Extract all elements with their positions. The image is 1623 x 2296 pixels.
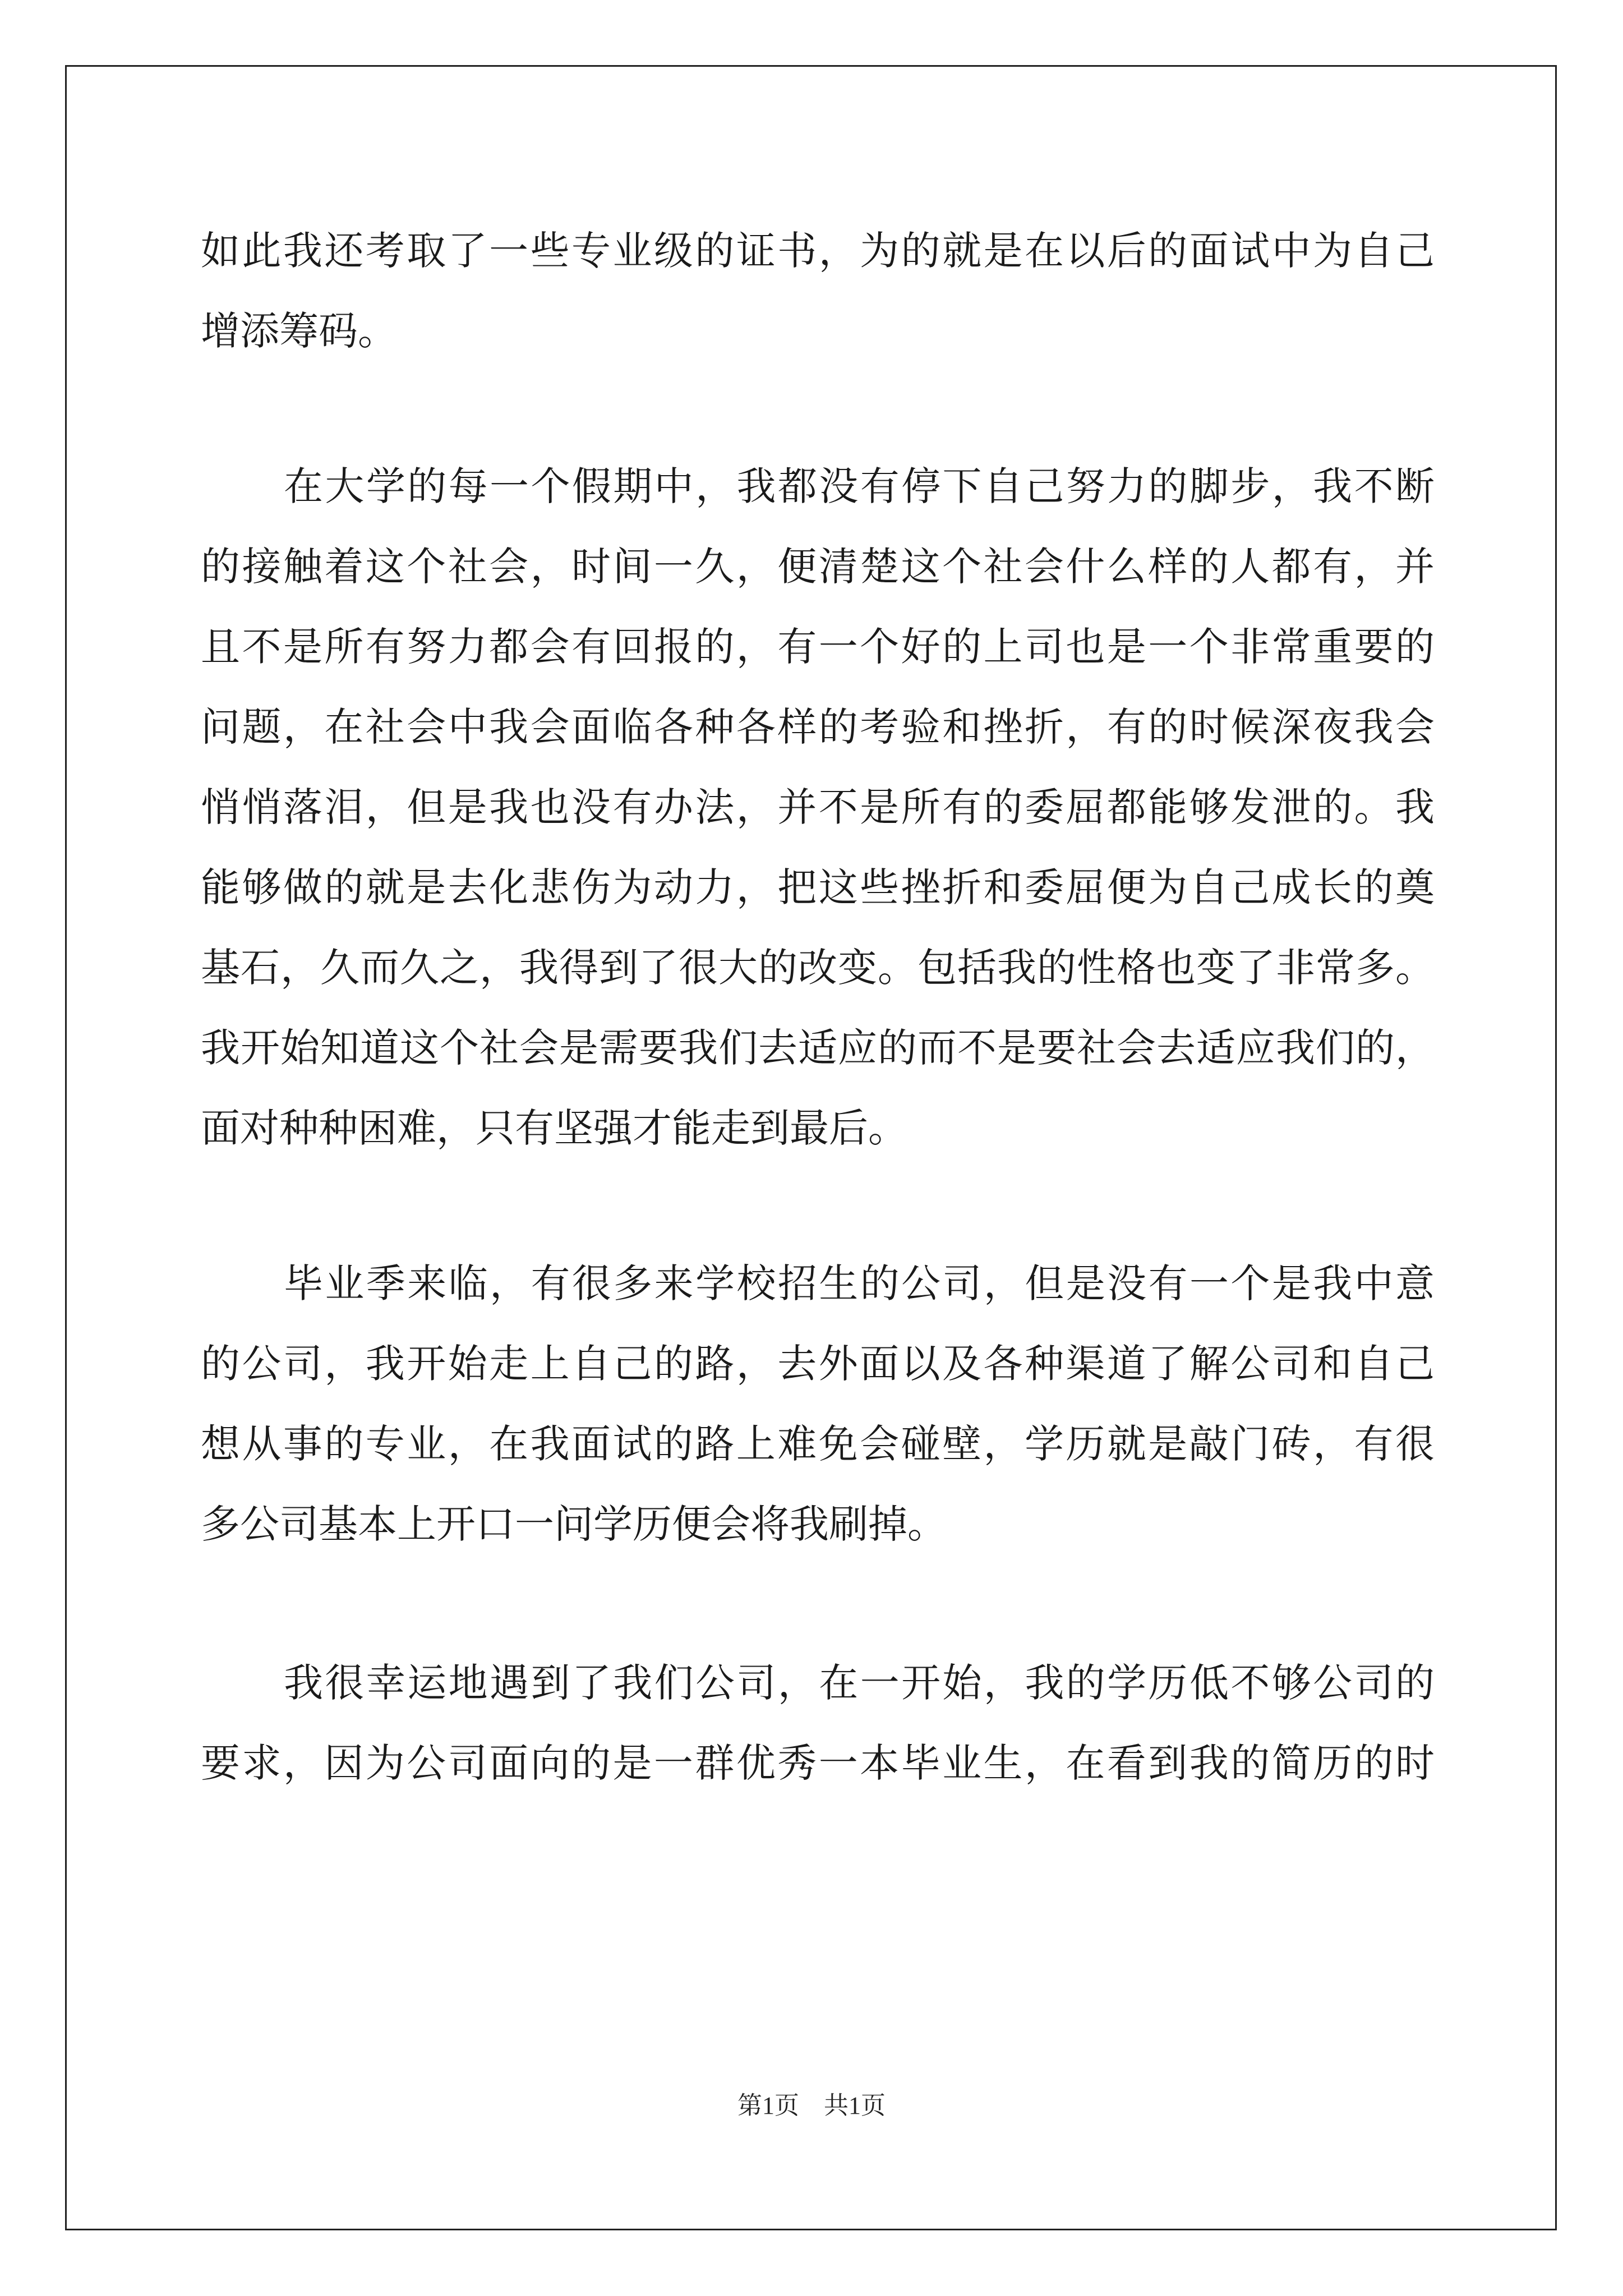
text-line: 我开始知道这个社会是需要我们去适应的而不是要社会去适应我们的， xyxy=(201,1025,1435,1071)
page-footer xyxy=(0,2089,1623,2123)
text-line: 想从事的专业，在我面试的路上难免会碰壁，学历就是敲门砖，有很 xyxy=(201,1421,1435,1467)
text-line: 问题，在社会中我会面临各种各样的考验和挫折，有的时候深夜我会 xyxy=(201,704,1435,750)
text-line: 的接触着这个社会，时间一久，便清楚这个社会什么样的人都有，并 xyxy=(201,544,1435,590)
document-body xyxy=(201,211,1435,1803)
paragraph-first-line: 在大学的每一个假期中，我都没有停下自己努力的脚步，我不断 xyxy=(284,463,1435,509)
page-number: 第1页 xyxy=(737,2092,799,2119)
text-line: 基石，久而久之，我得到了很大的改变。包括我的性格也变了非常多。 xyxy=(201,945,1435,991)
text-line: 悄悄落泪，但是我也没有办法，并不是所有的委屈都能够发泄的。我 xyxy=(201,784,1435,830)
text-line: 增添筹码。 xyxy=(201,308,397,354)
text-line: 面对种种困难，只有坚强才能走到最后。 xyxy=(201,1105,907,1151)
paragraph-first-line: 我很幸运地遇到了我们公司，在一开始，我的学历低不够公司的 xyxy=(284,1660,1435,1706)
text-line: 多公司基本上开口一问学历便会将我刷掉。 xyxy=(201,1501,947,1547)
paragraph-first-line: 毕业季来临，有很多来学校招生的公司，但是没有一个是我中意 xyxy=(284,1260,1435,1306)
text-line: 如此我还考取了一些专业级的证书，为的就是在以后的面试中为自己 xyxy=(201,228,1435,274)
page-total: 共1页 xyxy=(824,2092,886,2119)
text-line: 且不是所有努力都会有回报的，有一个好的上司也是一个非常重要的 xyxy=(201,624,1435,670)
text-line: 能够做的就是去化悲伤为动力，把这些挫折和委屈便为自己成长的奠 xyxy=(201,864,1435,910)
text-line: 要求，因为公司面向的是一群优秀一本毕业生，在看到我的简历的时 xyxy=(201,1740,1435,1786)
text-line: 的公司，我开始走上自己的路，去外面以及各种渠道了解公司和自己 xyxy=(201,1341,1435,1387)
